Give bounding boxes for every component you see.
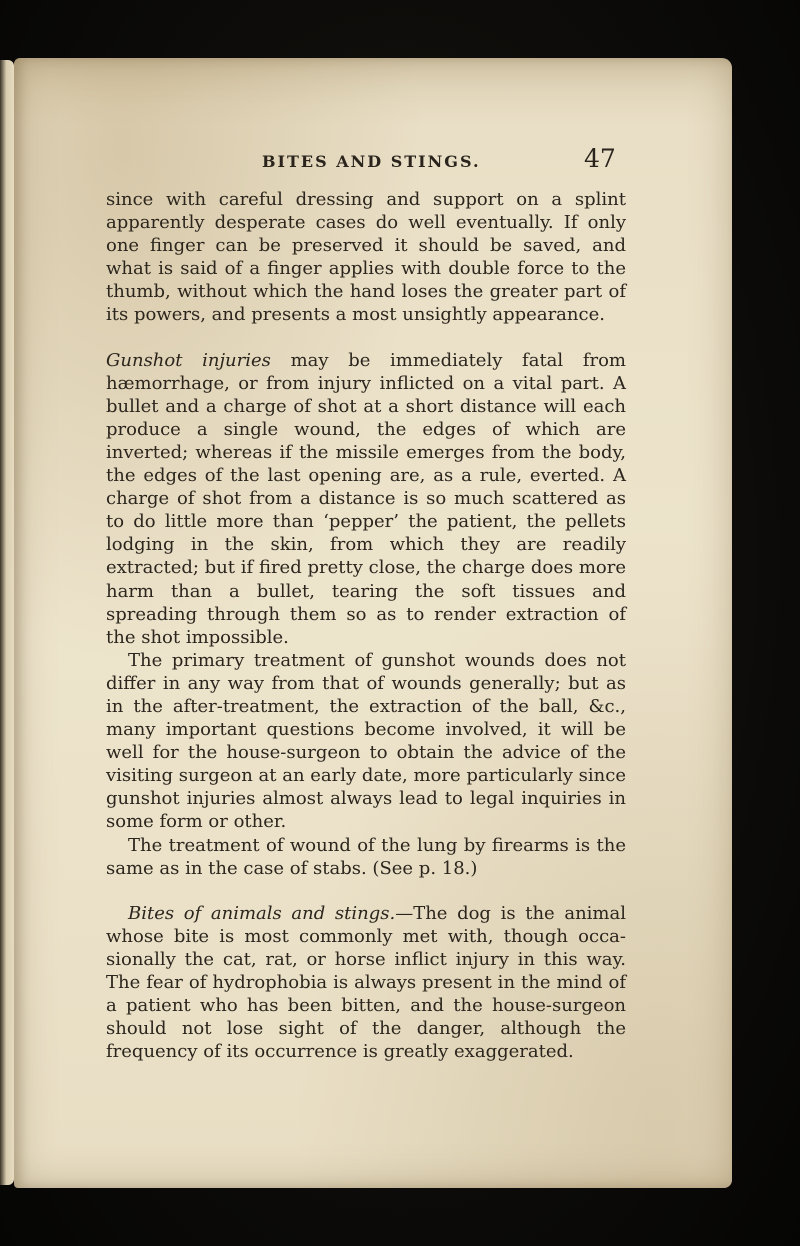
- paragraph-lead: Gunshot injuries: [106, 349, 271, 371]
- page-header: [14, 144, 732, 184]
- paragraph-text: The primary treatment of gunshot wounds does not differ in any way from that of wounds generally; but as in the after-treatment, the extraction of the ball, &c., many important questions become involved, it will be well for the house-surgeon to obtain the advice of the visiting surgeon at an early date, more particularly since gunshot injuries almost always lead to legal inquiries in some form or other.: [106, 649, 626, 833]
- adjacent-page-edge: [0, 60, 14, 1185]
- paragraph-lung-wound: [106, 834, 626, 880]
- paragraph-text: The treatment of wound of the lung by firearms is the same as in the case of stabs. (See p. 18.): [106, 834, 626, 879]
- book-page: [14, 58, 732, 1188]
- paragraph-text: since with careful dressing and support on a splint apparently desperate cases do well eventually. If only one finger can be preserved it should be saved, and what is said of a finger applies with double force to the thumb, without which the hand loses the greater part of its powers, and presents a most unsightly appearance.: [106, 189, 626, 326]
- paragraph-text: —The dog is the animal whose bite is most commonly met with, though occasionally the cat, rat, or horse inflict injury in this way. The fear of hydrophobia is always present in the mind of a patient who has been bitten, and the house-surgeon should not lose sight of the danger, although the frequency of its occurrence is greatly exaggerated.: [106, 902, 626, 1063]
- running-head: BITES AND STINGS.: [262, 152, 481, 171]
- paragraph-lead: Bites of animals and stings.: [128, 902, 396, 924]
- paragraph-splint: [106, 188, 626, 327]
- paragraph-primary-treatment: [106, 649, 626, 834]
- page-number: 47: [584, 144, 616, 173]
- paragraph-bites-and-stings: [106, 902, 626, 1064]
- page-body: [106, 188, 626, 1063]
- paragraph-text: may be immediately fatal from hæmorrhage, or from injury inflicted on a vital part. A bullet and a charge of shot at a short distance will each produce a single wound, the edges of which are inverted; whereas if the missile emerges from the body, the edges of the last opening are, as a rule, everted. A charge of shot from a distance is so much scattered as to do little more than ‘pepper’ the patient, the pellets lodging in the skin, from which they are readily extracted; but if fired pretty close, the charge does more harm than a bullet, tearing the soft tissues and spreading through them so as to render extraction of the shot impossible.: [106, 349, 626, 648]
- paragraph-gunshot-injuries: [106, 349, 626, 649]
